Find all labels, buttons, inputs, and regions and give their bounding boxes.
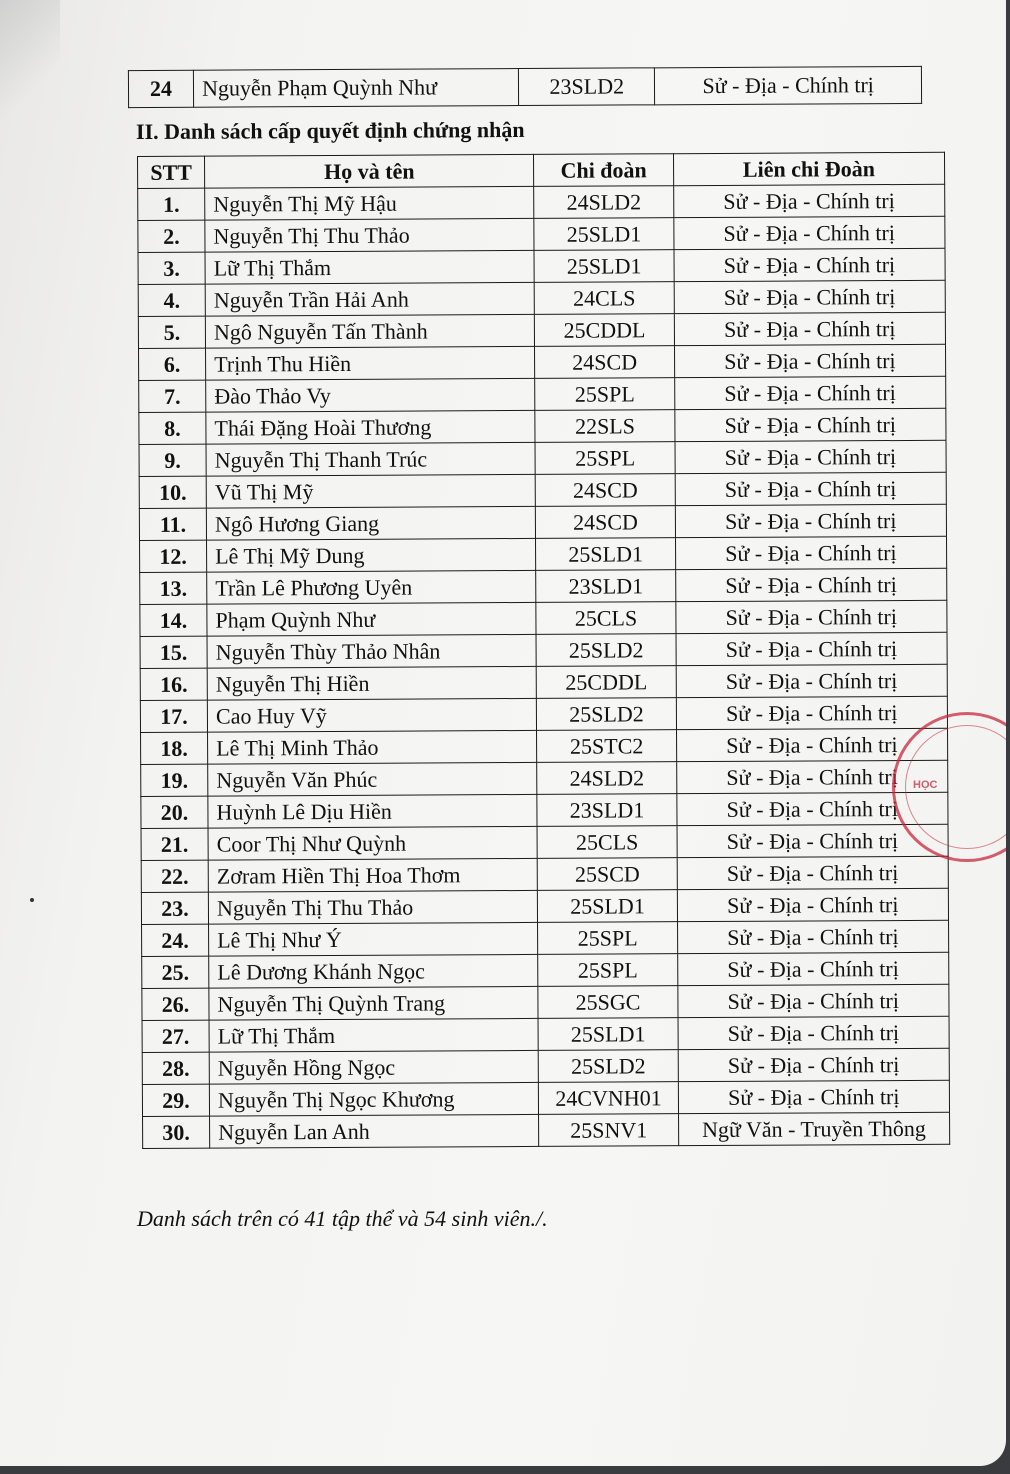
lien-chi-cell: Sử - Địa - Chính trị: [677, 888, 949, 921]
chi-doan-cell: 25SLD1: [536, 538, 675, 571]
name-cell: Ngô Hương Giang: [206, 506, 536, 540]
table-body: [138, 184, 950, 1148]
header-name: Họ và tên: [205, 154, 535, 188]
table-row: [142, 952, 949, 988]
stt-cell: 22.: [141, 860, 208, 892]
table-row: [141, 824, 948, 860]
lien-chi-cell: Sử - Địa - Chính trị: [676, 728, 948, 761]
chi-doan-cell: 25SLD2: [539, 1050, 678, 1083]
table-row: [143, 1112, 950, 1148]
lien-chi-cell: Sử - Địa - Chính trị: [673, 216, 945, 249]
table-row: [140, 536, 947, 572]
stt-cell: 11.: [139, 508, 206, 540]
lien-chi-cell: Sử - Địa - Chính trị: [677, 952, 949, 985]
header-chi-doan: Chi đoàn: [534, 154, 673, 187]
lien-chi-cell: Sử - Địa - Chính trị: [678, 1080, 950, 1113]
table-row: [141, 856, 948, 892]
stt-cell: 16.: [140, 668, 207, 700]
name-cell: Nguyễn Văn Phúc: [208, 762, 538, 796]
name-cell: Trịnh Thu Hiền: [206, 346, 536, 380]
chi-doan-cell: 25SPL: [535, 442, 674, 475]
chi-doan-cell: 24SLD2: [534, 186, 673, 219]
lien-chi-cell: Sử - Địa - Chính trị: [675, 440, 947, 473]
chi-doan-cell: 24SCD: [536, 474, 675, 507]
stt-cell: 15.: [140, 636, 207, 668]
name-cell: Đào Thảo Vy: [206, 378, 536, 412]
stt-cell: 19.: [141, 764, 208, 796]
lien-chi-cell: Sử - Địa - Chính trị: [678, 984, 950, 1017]
stt-cell: 24.: [142, 924, 209, 956]
name-cell: Zơram Hiền Thị Hoa Thơm: [208, 858, 538, 892]
chi-doan-cell: 25SLD1: [539, 1018, 678, 1051]
stt-cell: 14.: [140, 604, 207, 636]
stt-cell: 18.: [141, 732, 208, 764]
lien-chi-cell: Sử - Địa - Chính trị: [677, 920, 949, 953]
stt-cell: 17.: [140, 700, 207, 732]
lien-chi-cell: Sử - Địa - Chính trị: [677, 824, 949, 857]
table-row: [140, 600, 947, 636]
name-cell: Nguyễn Trần Hải Anh: [205, 282, 535, 316]
chi-doan-cell: 24SLD2: [537, 762, 676, 795]
lien-chi-cell: Sử - Địa - Chính trị: [675, 536, 947, 569]
lien-chi-cell: Sử - Địa - Chính trị: [675, 568, 947, 601]
table-row: [128, 66, 921, 107]
chi-doan-cell: 24CLS: [535, 282, 674, 315]
name-cell: Trần Lê Phương Uyên: [207, 570, 537, 604]
lien-chi-cell: Sử - Địa - Chính trị: [677, 856, 949, 889]
lien-chi-cell: Sử - Địa - Chính trị: [674, 280, 946, 313]
table-row: [142, 1048, 949, 1084]
chi-doan-cell: 24SCD: [535, 346, 674, 379]
lien-chi-cell: Sử - Địa - Chính trị: [675, 504, 947, 537]
chi-doan-cell: 25STC2: [537, 730, 676, 763]
lien-chi-cell: Sử - Địa - Chính trị: [678, 1016, 950, 1049]
stt-cell: 21.: [141, 828, 208, 860]
stt-cell: 4.: [138, 284, 205, 316]
chi-doan-cell: 25CLS: [536, 602, 675, 635]
table-row: [139, 440, 946, 476]
name-cell: Nguyễn Hồng Ngọc: [209, 1050, 539, 1084]
name-cell: Lữ Thị Thắm: [205, 250, 535, 284]
header-stt: STT: [138, 156, 205, 188]
chi-doan-cell: 22SLS: [535, 410, 674, 443]
name-cell: Nguyễn Thị Thu Thảo: [205, 218, 535, 252]
chi-doan-cell: 23SLD2: [519, 68, 655, 106]
chi-doan-cell: 23SLD1: [536, 570, 675, 603]
header-lien-chi: Liên chi Đoàn: [673, 152, 945, 185]
lien-chi-cell: Sử - Địa - Chính trị: [676, 696, 948, 729]
table-row: [141, 888, 948, 924]
name-cell: Nguyễn Thị Ngọc Khương: [209, 1082, 539, 1116]
table-row: [138, 248, 945, 284]
stamp-text: HỌC: [913, 779, 938, 791]
name-cell: Nguyễn Thị Hiền: [207, 666, 537, 700]
stt-cell: 9.: [139, 444, 206, 476]
table-row: [138, 216, 945, 252]
lien-chi-cell: Sử - Địa - Chính trị: [676, 632, 948, 665]
name-cell: Lữ Thị Thắm: [209, 1018, 539, 1052]
name-cell: Vũ Thị Mỹ: [206, 474, 536, 508]
stt-cell: 13.: [140, 572, 207, 604]
table-row: [142, 920, 949, 956]
stt-cell: 26.: [142, 988, 209, 1020]
chi-doan-cell: 25SGC: [538, 986, 677, 1019]
table-row: [142, 1080, 949, 1116]
continued-table: [128, 66, 922, 108]
stt-cell: 25.: [142, 956, 209, 988]
certificate-table: [137, 152, 950, 1149]
chi-doan-cell: 25SLD1: [538, 890, 677, 923]
lien-chi-cell: Sử - Địa - Chính trị: [673, 184, 945, 217]
stt-cell: 27.: [142, 1020, 209, 1052]
name-cell: Phạm Quỳnh Như: [207, 602, 537, 636]
table-row: [141, 792, 948, 828]
lien-chi-cell: Sử - Địa - Chính trị: [676, 664, 948, 697]
table-row: [139, 472, 946, 508]
table-row: [138, 184, 945, 220]
lien-chi-cell: Sử - Địa - Chính trị: [678, 1048, 950, 1081]
table-row: [139, 344, 946, 380]
lien-chi-cell: Sử - Địa - Chính trị: [674, 344, 946, 377]
name-cell: Ngô Nguyễn Tấn Thành: [205, 314, 535, 348]
lien-chi-cell: Sử - Địa - Chính trị: [674, 408, 946, 441]
stt-cell: 5.: [138, 316, 205, 348]
lien-chi-cell: Sử - Địa - Chính trị: [674, 312, 946, 345]
stt-cell: 24: [128, 70, 193, 107]
name-cell: Nguyễn Thùy Thảo Nhân: [207, 634, 537, 668]
lien-chi-cell: Sử - Địa - Chính trị: [675, 472, 947, 505]
ink-dot: [30, 898, 34, 902]
table-row: [140, 632, 947, 668]
chi-doan-cell: 25CDDL: [535, 314, 674, 347]
chi-doan-cell: 23SLD1: [537, 794, 676, 827]
chi-doan-cell: 25CLS: [538, 826, 677, 859]
chi-doan-cell: 24SCD: [536, 506, 675, 539]
chi-doan-cell: 25SPL: [538, 954, 677, 987]
table-row: [141, 760, 948, 796]
name-cell: Lê Dương Khánh Ngọc: [209, 954, 539, 988]
section-title: II. Danh sách cấp quyết định chứng nhận: [135, 116, 525, 145]
stt-cell: 3.: [138, 252, 205, 284]
stt-cell: 1.: [138, 188, 205, 220]
chi-doan-cell: 25SPL: [535, 378, 674, 411]
name-cell: Lê Thị Mỹ Dung: [207, 538, 537, 572]
name-cell: Cao Huy Vỹ: [207, 698, 537, 732]
table-row: [140, 696, 947, 732]
stt-cell: 10.: [139, 476, 206, 508]
lien-chi-cell: Sử - Địa - Chính trị: [674, 376, 946, 409]
stt-cell: 8.: [139, 412, 206, 444]
stt-cell: 2.: [138, 220, 205, 252]
stt-cell: 30.: [143, 1116, 210, 1148]
name-cell: Nguyễn Thị Thu Thảo: [208, 890, 538, 924]
stt-cell: 7.: [139, 380, 206, 412]
chi-doan-cell: 25SPL: [538, 922, 677, 955]
name-cell: Nguyễn Thị Mỹ Hậu: [205, 186, 535, 220]
stt-cell: 6.: [139, 348, 206, 380]
name-cell: Huỳnh Lê Dịu Hiền: [208, 794, 538, 828]
chi-doan-cell: 25SLD1: [534, 250, 673, 283]
table-row: [139, 376, 946, 412]
chi-doan-cell: 24CVNH01: [539, 1082, 678, 1115]
name-cell: Coor Thị Như Quỳnh: [208, 826, 538, 860]
lien-chi-cell: Sử - Địa - Chính trị: [676, 760, 948, 793]
lien-chi-cell: Sử - Địa - Chính trị: [675, 600, 947, 633]
table-row: [139, 504, 946, 540]
stt-cell: 20.: [141, 796, 208, 828]
table-row: [138, 312, 945, 348]
name-cell: Nguyễn Thị Quỳnh Trang: [209, 986, 539, 1020]
table-row: [141, 728, 948, 764]
table-row: [139, 408, 946, 444]
table-row: [140, 664, 947, 700]
chi-doan-cell: 25CDDL: [537, 666, 676, 699]
page-corner-shadow: [0, 0, 60, 120]
lien-chi-cell: Sử - Địa - Chính trị: [674, 248, 946, 281]
name-cell: Thái Đặng Hoài Thương: [206, 410, 536, 444]
table-row: [140, 568, 947, 604]
name-cell: Nguyễn Phạm Quỳnh Như: [193, 69, 518, 108]
chi-doan-cell: 25SLD2: [536, 634, 675, 667]
chi-doan-cell: 25SLD1: [534, 218, 673, 251]
table-row: [142, 984, 949, 1020]
stt-cell: 28.: [142, 1052, 209, 1084]
stt-cell: 12.: [140, 540, 207, 572]
table-header-row: [138, 152, 945, 188]
summary-note: Danh sách trên có 41 tập thể và 54 sinh viên./.: [137, 1206, 548, 1231]
stt-cell: 29.: [142, 1084, 209, 1116]
lien-chi-cell: Sử - Địa - Chính trị: [677, 792, 949, 825]
name-cell: Nguyễn Thị Thanh Trúc: [206, 442, 536, 476]
name-cell: Nguyễn Lan Anh: [210, 1114, 540, 1148]
chi-doan-cell: 25SLD2: [537, 698, 676, 731]
lien-chi-cell: Sử - Địa - Chính trị: [655, 66, 922, 104]
stt-cell: 23.: [141, 892, 208, 924]
chi-doan-cell: 25SCD: [538, 858, 677, 891]
name-cell: Lê Thị Minh Thảo: [208, 730, 538, 764]
name-cell: Lê Thị Như Ý: [209, 922, 539, 956]
table-row: [142, 1016, 949, 1052]
chi-doan-cell: 25SNV1: [539, 1114, 678, 1147]
lien-chi-cell: Ngữ Văn - Truyền Thông: [678, 1112, 950, 1145]
table-row: [138, 280, 945, 316]
